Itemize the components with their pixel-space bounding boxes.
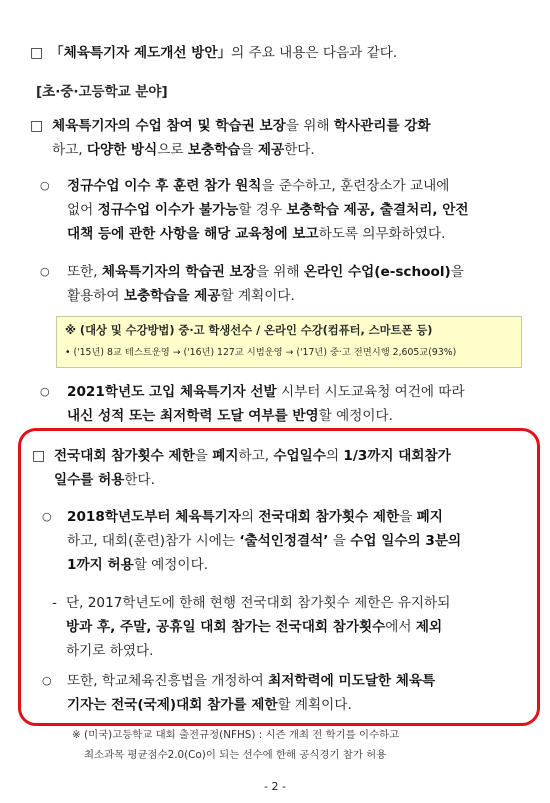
bullet-line: 기자는 전국(국제)대회 참가를 제한할 계획이다. [67,697,352,713]
bullet-line: 2021학년도 고입 체육특기자 선발 시부터 시도교육청 여건에 따라 [67,384,465,400]
bullet-line: 활용하여 보충학습을 제공할 계획이다. [67,288,295,304]
page-number: - 2 - [264,780,286,793]
paragraph-line: 체육특기자의 수업 참여 및 학습권 보장을 위해 학사관리를 강화 [52,118,431,134]
footnote-line: ※ (미국)고등학교 대회 출전규정(NFHS) : 시즌 개최 전 학기를 이수하고 [72,729,400,741]
note-box [56,316,522,368]
paragraph-line: 전국대회 참가횟수 제한을 폐지하고, 수업일수의 1/3까지 대회참가 [54,448,451,464]
dash-line: 하기로 하였다. [66,643,154,659]
bullet-line: 대책 등에 관한 사항을 해당 교육청에 보고하도록 의무화하였다. [67,226,446,242]
bullet-line: 1까지 허용할 예정이다. [67,557,209,573]
bullet-line: 하고, 대회(훈련)참가 시에는 ‘출석인정결석’ 을 수업 일수의 3분의 [67,533,462,549]
circle-bullet-icon: ○ [40,385,50,398]
bullet-line: 또한, 체육특기자의 학습권 보장을 위해 온라인 수업(e-school)을 [67,264,464,280]
paragraph-line: 하고, 다양한 방식으로 보충학습을 제공한다. [52,142,315,158]
bullet-line: 또한, 학교체육진흥법을 개정하여 최저학력에 미도달한 체육특 [67,673,436,689]
square-bullet-icon: □ [32,448,46,464]
square-bullet-icon: □ [30,45,44,61]
circle-bullet-icon: ○ [42,510,52,523]
footnote-line: 최소과목 평균점수2.0(Co)이 되는 선수에 한해 공식경기 참가 허용 [84,749,387,761]
dash-line: 단, 2017학년도에 한해 현행 전국대회 참가횟수 제한은 유지하되 [66,595,451,611]
circle-bullet-icon: ○ [40,179,50,192]
bullet-line: 2018학년도부터 체육특기자의 전국대회 참가횟수 제한을 폐지 [67,509,443,525]
section-header: [초·중·고등학교 분야] [36,84,168,100]
circle-bullet-icon: ○ [42,674,52,687]
bullet-line: 정규수업 이수 후 훈련 참가 원칙을 준수하고, 훈련장소가 교내에 [67,178,450,194]
bullet-line: 내신 성적 또는 최저학력 도달 여부를 반영할 예정이다. [67,408,393,424]
paragraph-line: 일수를 허용한다. [54,472,155,488]
intro-line: 「체육특기자 제도개선 방안」의 주요 내용은 다음과 같다. [50,45,398,61]
note-title: ※ (대상 및 수강방법) 중·고 학생선수 / 온라인 수강(컴퓨터, 스마트폰 등) [65,324,433,337]
note-detail: • ('15년) 8교 테스트운영 → ('16년) 127교 시범운영 → ('17년) 중·고 전면시행 2,605교(93%) [65,347,457,358]
square-bullet-icon: □ [30,118,44,134]
bullet-line: 없어 정규수업 이수가 불가능할 경우 보충학습 제공, 출결처리, 안전 [67,202,469,218]
circle-bullet-icon: ○ [40,265,50,278]
dash-bullet-icon: - [52,595,57,611]
dash-line: 방과 후, 주말, 공휴일 대회 참가는 전국대회 참가횟수에서 제외 [66,619,443,635]
